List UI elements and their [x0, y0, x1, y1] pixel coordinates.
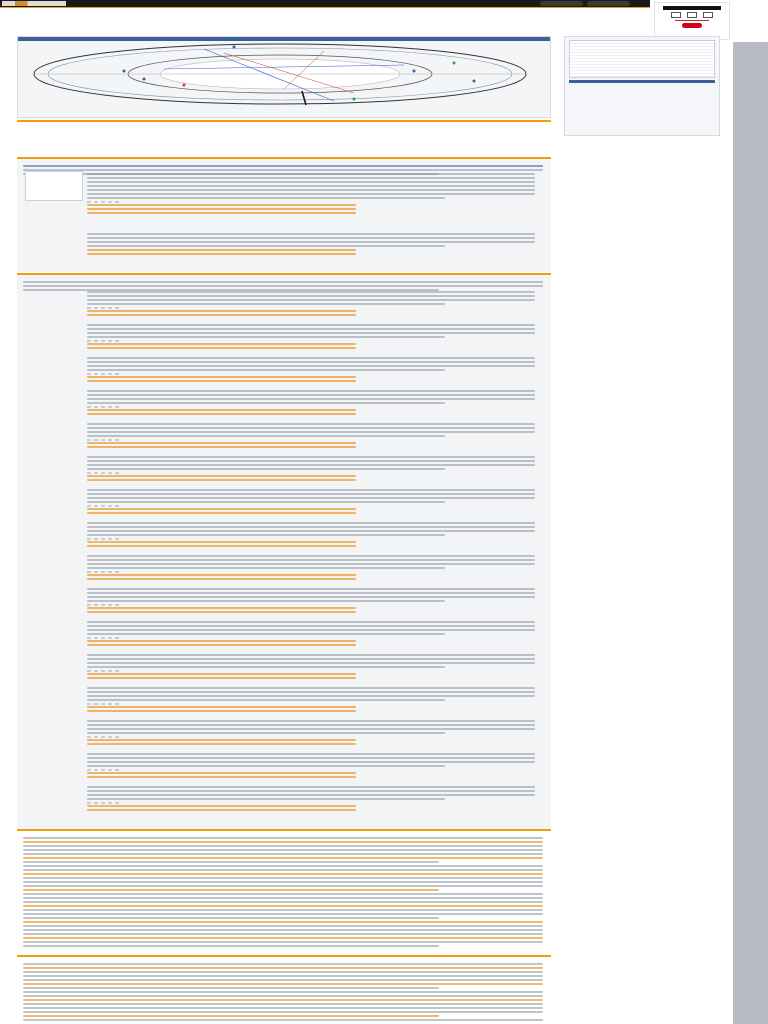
interpretation-block	[87, 173, 535, 216]
planet-glyph[interactable]	[143, 78, 146, 81]
ad-logo-icon	[687, 12, 697, 18]
planet-cell	[576, 50, 622, 52]
rating-stars[interactable]	[87, 604, 535, 606]
rating-stars[interactable]	[87, 538, 535, 540]
planet-cell	[576, 47, 622, 49]
rating-stars[interactable]	[87, 670, 535, 672]
planet-glyph[interactable]	[413, 70, 416, 73]
related-link[interactable]	[17, 124, 551, 126]
rating-stars[interactable]	[87, 571, 535, 573]
planet-cell	[622, 71, 668, 73]
planet-glyph[interactable]	[123, 70, 126, 73]
interpretation-block	[87, 522, 535, 549]
interpretation-block	[87, 687, 535, 714]
interpretation-block	[87, 324, 535, 351]
planet-glyph[interactable]	[453, 62, 456, 65]
panel-divider	[569, 80, 715, 83]
planet-cell	[668, 62, 714, 64]
article	[17, 157, 551, 1024]
interpretation-block	[87, 588, 535, 615]
planet-cell	[622, 47, 668, 49]
rating-stars[interactable]	[87, 439, 535, 441]
planet-cell	[668, 65, 714, 67]
planet-glyph[interactable]	[473, 80, 476, 83]
section-body	[23, 963, 543, 1023]
planet-cell	[576, 59, 622, 61]
rating-stars[interactable]	[87, 637, 535, 639]
interpretation-block	[87, 489, 535, 516]
ad-banner-bar	[663, 6, 721, 10]
planet-cell	[668, 41, 714, 43]
planet-cell	[622, 68, 668, 70]
rating-stars[interactable]	[87, 201, 535, 203]
rating-stars[interactable]	[87, 373, 535, 375]
planet-cell	[622, 62, 668, 64]
interpretation-block	[87, 390, 535, 417]
planet-cell	[668, 53, 714, 55]
rating-stars[interactable]	[87, 406, 535, 408]
planet-cell	[576, 74, 622, 76]
planet-cell	[622, 56, 668, 58]
chart-card	[17, 36, 551, 118]
planet-cell	[668, 50, 714, 52]
planet-cell	[576, 41, 622, 43]
planet-cell	[576, 65, 622, 67]
planet-cell	[668, 74, 714, 76]
rating-stars[interactable]	[87, 736, 535, 738]
rating-stars[interactable]	[87, 703, 535, 705]
interpretation-block	[87, 654, 535, 681]
planet-cell	[576, 53, 622, 55]
top-navigation	[0, 0, 650, 7]
interpretation-block	[87, 357, 535, 384]
advertisement[interactable]	[654, 2, 730, 40]
planet-glyph[interactable]	[353, 98, 356, 101]
article-section	[17, 955, 551, 1024]
site-logo[interactable]	[2, 1, 66, 6]
rating-stars[interactable]	[87, 802, 535, 804]
planet-positions-table	[569, 40, 715, 78]
planet-glyph[interactable]	[183, 84, 186, 87]
interpretation-block	[87, 555, 535, 582]
menu-button[interactable]	[587, 1, 630, 6]
rating-stars[interactable]	[87, 340, 535, 342]
interpretation-block	[87, 621, 535, 648]
planet-cell	[576, 56, 622, 58]
planet-cell	[576, 71, 622, 73]
chart-thumbnail[interactable]	[25, 171, 83, 201]
ad-logo-icon	[703, 12, 713, 18]
interpretation-block	[87, 291, 535, 318]
planet-cell	[622, 44, 668, 46]
interpretation-block	[87, 753, 535, 780]
ad-divider	[675, 20, 709, 21]
planet-cell	[622, 74, 668, 76]
planet-cell	[622, 41, 668, 43]
ad-logo-icon	[671, 12, 681, 18]
search-button[interactable]	[540, 1, 583, 6]
rating-stars[interactable]	[87, 769, 535, 771]
ad-cta-button[interactable]	[682, 23, 702, 28]
planet-cell	[622, 53, 668, 55]
planet-cell	[668, 68, 714, 70]
interpretation-block	[87, 423, 535, 450]
planet-cell	[622, 65, 668, 67]
planet-cell	[668, 44, 714, 46]
planet-cell	[576, 62, 622, 64]
article-section	[17, 273, 551, 829]
chart-info-panel	[564, 36, 720, 136]
rating-stars[interactable]	[87, 307, 535, 309]
interpretation-block	[87, 786, 535, 813]
planet-cell	[668, 71, 714, 73]
interpretation-block	[87, 720, 535, 747]
planet-row[interactable]	[570, 74, 714, 77]
article-section	[17, 829, 551, 954]
rating-stars[interactable]	[87, 472, 535, 474]
scrollbar-track[interactable]	[733, 42, 768, 1024]
rating-stars[interactable]	[87, 505, 535, 507]
article-section	[17, 157, 551, 272]
planet-cell	[668, 47, 714, 49]
planet-cell	[576, 68, 622, 70]
planet-cell	[622, 50, 668, 52]
planet-cell	[622, 59, 668, 61]
interpretation-block	[87, 233, 535, 257]
ad-icons	[655, 12, 729, 18]
interpretation-block	[87, 456, 535, 483]
related-links	[17, 120, 551, 134]
section-body	[23, 837, 543, 949]
planet-cell	[576, 44, 622, 46]
nav-tools	[540, 1, 630, 6]
planet-glyph[interactable]	[233, 46, 236, 49]
planet-cell	[668, 56, 714, 58]
nav-accent-line	[0, 7, 650, 8]
natal-chart-wheel[interactable]	[24, 41, 544, 107]
planet-cell	[668, 59, 714, 61]
